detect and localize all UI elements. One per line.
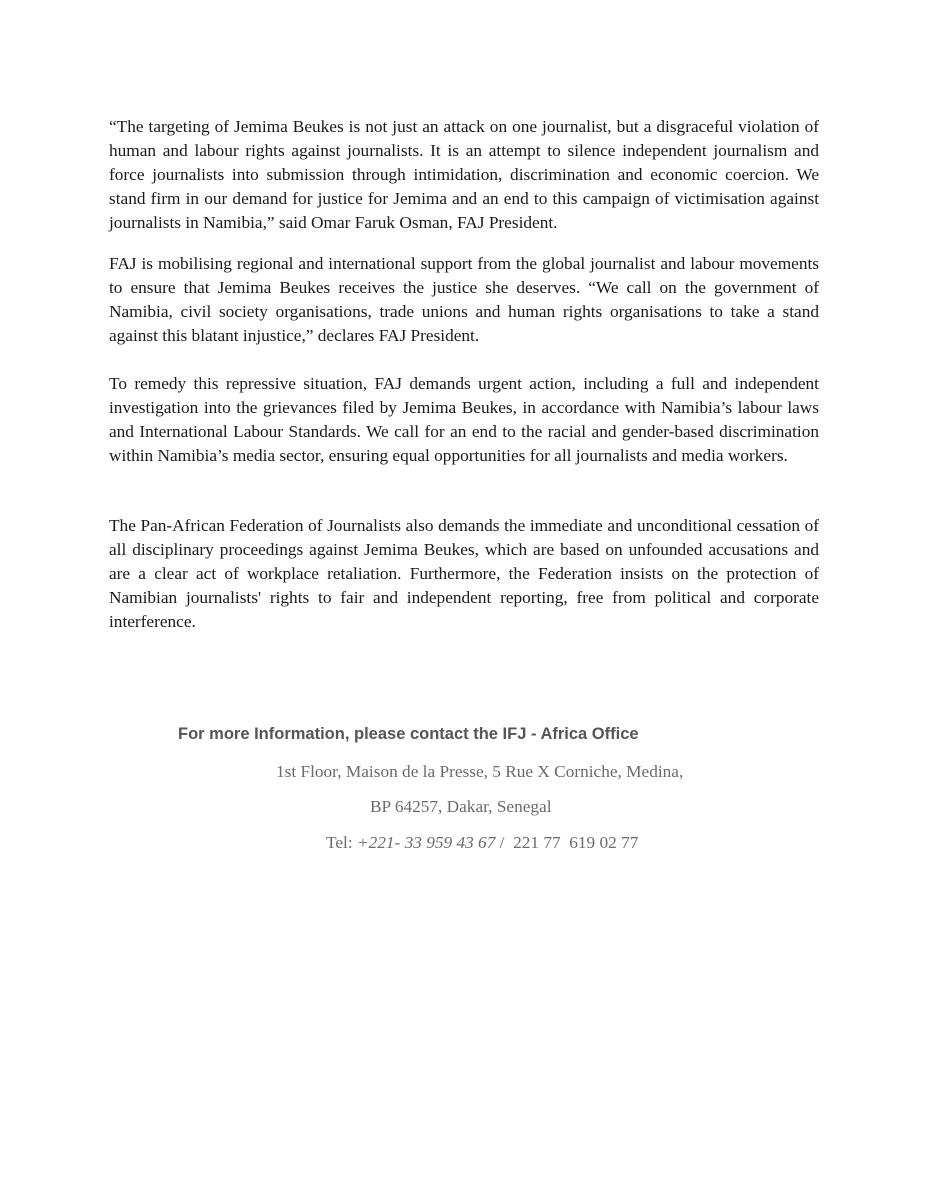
tel-primary-number: +221- 33 959 43 67	[356, 833, 496, 852]
tel-separator: /	[495, 833, 514, 852]
paragraph-mobilising-support: FAJ is mobilising regional and international support from the global journalist and labour movements to ensure that Jemima Beukes receives the justice she deserves. “We call on the government of Namibia, civil society organisations, trade unions and human rights organisations to take a stand against this blatant injustice,” declares FAJ President.	[109, 254, 819, 345]
contact-address-line-1: 1st Floor, Maison de la Presse, 5 Rue X Corniche, Medina,	[276, 762, 684, 781]
tel-secondary-number: 221 77 619 02 77	[513, 833, 639, 852]
paragraph-demands-action: To remedy this repressive situation, FAJ demands urgent action, including a full and independent investigation into the grievances filed by Jemima Beukes, in accordance with Namibia’s labour laws and International Labour Standards. We call for an end to the racial and gender-based discrimination within Namibia’s media sector, ensuring equal opportunities for all journalists and media workers.	[109, 374, 819, 465]
contact-heading: For more Information, please contact the IFJ - Africa Office	[178, 725, 639, 743]
contact-address-line-2: BP 64257, Dakar, Senegal	[370, 797, 552, 816]
tel-label: Tel:	[326, 833, 357, 852]
contact-telephone-line	[326, 833, 638, 853]
paragraph-cessation-demand: The Pan-African Federation of Journalists also demands the immediate and unconditional cessation of all disciplinary proceedings against Jemima Beukes, which are based on unfounded accusations and are a clear act of workplace retaliation. Furthermore, the Federation insists on the protection of Namibian journalists' rights to fair and independent reporting, free from political and corporate interference.	[109, 516, 819, 631]
paragraph-president-quote: “The targeting of Jemima Beukes is not just an attack on one journalist, but a disgraceful violation of human and labour rights against journalists. It is an attempt to silence independent journalism and force journalists into submission through intimidation, discrimination and economic coercion. We stand firm in our demand for justice for Jemima and an end to this campaign of victimisation against journalists in Namibia,” said Omar Faruk Osman, FAJ President.	[109, 117, 819, 232]
